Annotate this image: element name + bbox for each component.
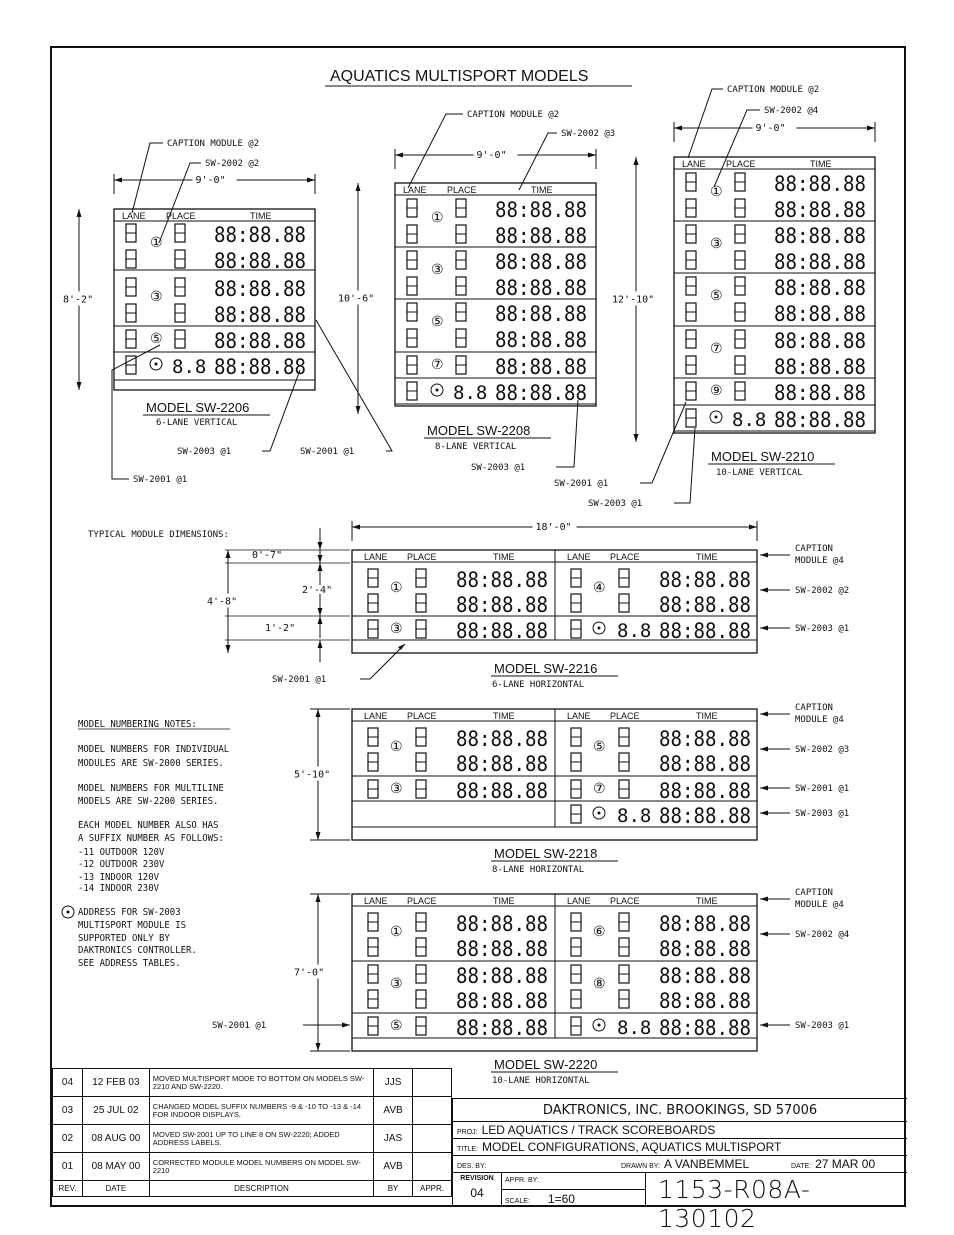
dim-sw2003: 1'-2" xyxy=(265,623,296,634)
revision-by: JJS xyxy=(374,1069,413,1097)
lane-number: ① xyxy=(431,209,444,225)
time-display: 88:88.88 xyxy=(659,804,751,828)
note-line: MULTISPORT MODULE IS xyxy=(78,920,187,931)
lane-number: ③ xyxy=(390,780,403,796)
header-time: TIME xyxy=(810,159,832,169)
time-display: 88:88.88 xyxy=(214,277,306,301)
note-line: MODEL NUMBERS FOR INDIVIDUAL xyxy=(78,744,230,755)
title-label: TITLE: xyxy=(457,1146,479,1153)
header-place: PLACE xyxy=(610,896,640,906)
callout-caption: CAPTION MODULE @2 xyxy=(167,139,260,149)
scale-row xyxy=(501,1190,646,1207)
revision-date: 12 FEB 03 xyxy=(82,1069,149,1097)
lane-number: ⑤ xyxy=(431,313,444,329)
header-lane: LANE xyxy=(364,896,388,906)
scale-label: SCALE: xyxy=(505,1198,530,1205)
time-display: 88:88.88 xyxy=(774,250,866,274)
time-display: 88:88.88 xyxy=(774,198,866,222)
appr-by: APPR. BY: xyxy=(501,1173,646,1190)
callout-module: SW-2003 @1 xyxy=(795,624,850,634)
revision-row xyxy=(53,1097,452,1125)
revision-row xyxy=(53,1125,452,1153)
dimension-horizontal xyxy=(114,172,315,194)
drawn-label: DRAWN BY: xyxy=(621,1163,661,1170)
lane-number: ⑧ xyxy=(593,975,606,991)
time-display: 88:88.88 xyxy=(659,727,751,751)
callout-sw2001: SW-2001 @1 xyxy=(212,1021,267,1031)
note-line: A SUFFIX NUMBER AS FOLLOWS: xyxy=(78,833,224,844)
time-display: 88:88.88 xyxy=(214,329,306,353)
address-display: 8.8 xyxy=(172,356,207,378)
note-line: MODEL NUMBERS FOR MULTILINE xyxy=(78,783,225,794)
rev-header-date: DATE xyxy=(82,1181,149,1197)
model-label-2218: MODEL SW-2218 xyxy=(494,846,598,861)
model-label-2206: MODEL SW-2206 xyxy=(146,400,250,415)
time-display: 88:88.88 xyxy=(214,223,306,247)
header-time: TIME xyxy=(531,185,553,195)
header-lane: LANE xyxy=(567,552,591,562)
dim-label: 10'-6" xyxy=(338,293,375,305)
lane-number: ③ xyxy=(390,975,403,991)
time-display: 88:88.88 xyxy=(456,727,548,751)
time-display: 88:88.88 xyxy=(495,381,587,405)
header-lane: LANE xyxy=(567,711,591,721)
revision-desc: MOVED MULTISPORT MODE TO BOTTOM ON MODELS SW-2210 AND SW-2220. xyxy=(149,1069,373,1097)
header-time: TIME xyxy=(696,896,718,906)
revision-desc: CHANGED MODEL SUFFIX NUMBERS -9 & -10 TO -13 & -14 FOR INDOOR DISPLAYS. xyxy=(149,1097,373,1125)
title-block-main xyxy=(452,1098,907,1233)
dim-label: 12'-10" xyxy=(612,294,655,306)
time-display: 88:88.88 xyxy=(456,568,548,592)
callout-caption-count: MODULE @4 xyxy=(795,715,844,725)
time-display: 88:88.88 xyxy=(495,198,587,222)
note-line: ADDRESS FOR SW-2003 xyxy=(78,907,181,918)
address-display: 8.8 xyxy=(617,620,652,642)
note-line: SUPPORTED ONLY BY xyxy=(78,933,171,944)
revision-row xyxy=(53,1153,452,1181)
revision-by: AVB xyxy=(374,1153,413,1181)
notes-heading: MODEL NUMBERING NOTES: xyxy=(78,719,197,730)
address-symbol-icon xyxy=(62,906,74,918)
typical-label: TYPICAL MODULE DIMENSIONS: xyxy=(88,530,229,540)
header-time: TIME xyxy=(696,552,718,562)
callout-module: SW-2002 @4 xyxy=(795,930,850,940)
callout-module: SW-2002 @3 xyxy=(795,745,850,755)
time-display: 88:88.88 xyxy=(456,619,548,643)
header-place: PLACE xyxy=(726,159,756,169)
dimension-horizontal xyxy=(674,120,875,142)
note-line: MODULES ARE SW-2000 SERIES. xyxy=(78,758,224,769)
model-desc-2210: 10-LANE VERTICAL xyxy=(716,468,803,478)
callout-module: SW-2003 @1 xyxy=(795,1021,850,1031)
horizontal-board-SW-2218 xyxy=(290,703,849,840)
time-display: 88:88.88 xyxy=(774,224,866,248)
lane-number: ⑤ xyxy=(593,738,606,754)
callout-module: SW-2003 @1 xyxy=(795,809,850,819)
time-display: 88:88.88 xyxy=(659,937,751,961)
address-display: 8.8 xyxy=(732,409,767,431)
vertical-board-SW-2210 xyxy=(674,157,875,433)
lane-number: ③ xyxy=(710,235,723,251)
dim-height: 5'-10" xyxy=(294,769,331,781)
note-line: -11 OUTDOOR 120V xyxy=(78,847,165,858)
revision-rev: 03 xyxy=(53,1097,83,1125)
model-desc-2220: 10-LANE HORIZONTAL xyxy=(492,1076,590,1086)
lane-number: ③ xyxy=(390,620,403,636)
model-desc-2218: 8-LANE HORIZONTAL xyxy=(492,865,585,875)
lane-number: ⑦ xyxy=(710,340,723,356)
dimension-vertical xyxy=(610,157,660,442)
lane-number: ① xyxy=(390,738,403,754)
rev-header-by: BY xyxy=(374,1181,413,1197)
lane-number: ① xyxy=(150,234,163,250)
date-label: DATE: xyxy=(791,1163,812,1170)
dimension-horizontal xyxy=(352,519,757,541)
horizontal-boards xyxy=(212,544,849,1051)
dimension-vertical xyxy=(205,550,242,653)
address-icon xyxy=(710,411,722,423)
time-display: 88:88.88 xyxy=(456,593,548,617)
time-display: 88:88.88 xyxy=(456,937,548,961)
title-value: MODEL CONFIGURATIONS, AQUATICS MULTISPORT xyxy=(482,1140,782,1154)
model-label-2220: MODEL SW-2220 xyxy=(494,1057,598,1072)
rev-header-rev: REV. xyxy=(53,1181,83,1197)
model-label-2208: MODEL SW-2208 xyxy=(427,423,531,438)
time-display: 88:88.88 xyxy=(495,276,587,300)
lane-number: ③ xyxy=(431,261,444,277)
model-desc-2216: 6-LANE HORIZONTAL xyxy=(492,680,585,690)
company-name: DAKTRONICS, INC. BROOKINGS, SD 57006 xyxy=(453,1098,907,1121)
note-line: MODELS ARE SW-2200 SERIES. xyxy=(78,796,219,807)
lane-number: ⑥ xyxy=(593,923,606,939)
time-display: 88:88.88 xyxy=(214,303,306,327)
header-place: PLACE xyxy=(407,896,437,906)
time-display: 88:88.88 xyxy=(214,249,306,273)
lane-number: ⑤ xyxy=(150,330,163,346)
revision-rev: 02 xyxy=(53,1125,83,1153)
time-display: 88:88.88 xyxy=(774,355,866,379)
lane-number: ⑨ xyxy=(710,382,723,398)
header-lane: LANE xyxy=(364,552,388,562)
callout-sw2001: SW-2001 @1 xyxy=(272,675,327,685)
revision-by: JAS xyxy=(374,1125,413,1153)
header-time: TIME xyxy=(696,711,718,721)
callout-sw2001-b: SW-2001 @1 xyxy=(133,475,188,485)
date-value: 27 MAR 00 xyxy=(815,1157,876,1171)
callout-sw2002: SW-2002 @3 xyxy=(561,129,616,139)
header-place: PLACE xyxy=(610,711,640,721)
model-numbering-notes xyxy=(78,719,230,969)
callout-module: SW-2002 @2 xyxy=(795,586,850,596)
revision-appr xyxy=(413,1069,452,1097)
proj-label: PROJ: xyxy=(457,1129,478,1136)
time-display: 88:88.88 xyxy=(774,329,866,353)
header-place: PLACE xyxy=(166,211,196,221)
note-line: DAKTRONICS CONTROLLER. xyxy=(78,945,197,956)
rev-header-desc: DESCRIPTION xyxy=(149,1181,373,1197)
time-display: 88:88.88 xyxy=(456,779,548,803)
header-lane: LANE xyxy=(122,211,146,221)
address-icon xyxy=(593,807,605,819)
time-display: 88:88.88 xyxy=(659,752,751,776)
revision-date: 25 JUL 02 xyxy=(82,1097,149,1125)
address-icon xyxy=(431,384,443,396)
time-display: 88:88.88 xyxy=(456,964,548,988)
callout-sw2003: SW-2003 @1 xyxy=(588,499,643,509)
note-line: SEE ADDRESS TABLES. xyxy=(78,958,181,969)
revision-date: 08 MAY 00 xyxy=(82,1153,149,1181)
model-label-2210: MODEL SW-2210 xyxy=(711,449,815,464)
callout-caption: CAPTION xyxy=(795,703,833,713)
time-display: 88:88.88 xyxy=(456,989,548,1013)
time-display: 88:88.88 xyxy=(659,1016,751,1040)
dim-label: 0'-7" xyxy=(252,550,283,561)
revision-row xyxy=(53,1069,452,1097)
model-label-2216: MODEL SW-2216 xyxy=(494,661,598,676)
model-desc-2208: 8-LANE VERTICAL xyxy=(435,442,517,452)
revision-date: 08 AUG 00 xyxy=(82,1125,149,1153)
address-icon xyxy=(593,1019,605,1031)
header-lane: LANE xyxy=(682,159,706,169)
horizontal-board-SW-2220 xyxy=(212,888,849,1051)
callout-caption: CAPTION xyxy=(795,888,833,898)
address-icon xyxy=(150,358,162,370)
header-lane: LANE xyxy=(567,896,591,906)
time-display: 88:88.88 xyxy=(659,912,751,936)
dimension-vertical xyxy=(336,183,379,414)
lane-number: ⑦ xyxy=(593,780,606,796)
address-display: 8.8 xyxy=(617,1017,652,1039)
revision-value: 04 xyxy=(470,1186,484,1200)
revision-desc: MOVED SW-2001 UP TO LINE 8 ON SW-2220; ADDED ADDRESS LABELS. xyxy=(149,1125,373,1153)
vertical-board-SW-2208 xyxy=(395,183,596,406)
dim-label: 8'-2" xyxy=(63,294,94,306)
lane-number: ⑦ xyxy=(431,356,444,372)
time-display: 88:88.88 xyxy=(659,779,751,803)
horizontal-board-SW-2216 xyxy=(352,544,849,653)
callout-caption-count: MODULE @4 xyxy=(795,900,844,910)
time-display: 88:88.88 xyxy=(774,276,866,300)
lane-number: ⑤ xyxy=(710,287,723,303)
model-desc-2206: 6-LANE VERTICAL xyxy=(156,418,238,428)
revision-desc: CORRECTED MODULE MODEL NUMBERS ON MODEL SW-2210 xyxy=(149,1153,373,1181)
header-place: PLACE xyxy=(447,185,477,195)
title-block xyxy=(52,1068,906,1233)
header-place: PLACE xyxy=(407,552,437,562)
callout-sw2003: SW-2003 @1 xyxy=(471,463,526,473)
lane-number: ③ xyxy=(150,288,163,304)
callout-caption: CAPTION MODULE @2 xyxy=(727,85,820,95)
project-row xyxy=(453,1121,907,1138)
callout-sw2002: SW-2002 @4 xyxy=(764,106,819,116)
lane-number: ① xyxy=(390,579,403,595)
dim-label: 9'-0" xyxy=(195,175,226,186)
callout-caption: CAPTION xyxy=(795,544,833,554)
revision-by: AVB xyxy=(374,1097,413,1125)
time-display: 88:88.88 xyxy=(495,224,587,248)
revision-appr xyxy=(413,1153,452,1181)
header-time: TIME xyxy=(493,896,515,906)
address-display: 8.8 xyxy=(453,382,488,404)
number-row xyxy=(453,1172,907,1233)
page-title: AQUATICS MULTISPORT MODELS xyxy=(330,68,589,85)
address-display: 8.8 xyxy=(617,805,652,827)
revision-rev: 04 xyxy=(53,1069,83,1097)
drawing-number: 1153-R08A-130102 xyxy=(658,1175,811,1233)
time-display: 88:88.88 xyxy=(659,989,751,1013)
callout-sw2001: SW-2001 @1 xyxy=(300,447,355,457)
lane-number: ④ xyxy=(593,579,606,595)
proj-value: LED AQUATICS / TRACK SCOREBOARDS xyxy=(481,1123,716,1137)
revision-rev: 01 xyxy=(53,1153,83,1181)
title-row xyxy=(453,1138,907,1155)
time-display: 88:88.88 xyxy=(495,250,587,274)
vertical-boards xyxy=(114,157,875,433)
revision-appr xyxy=(413,1097,452,1125)
dimension-vertical xyxy=(61,209,98,390)
header-place: PLACE xyxy=(407,711,437,721)
header-time: TIME xyxy=(250,211,272,221)
header-time: TIME xyxy=(493,711,515,721)
callout-module: SW-2001 @1 xyxy=(795,784,850,794)
time-display: 88:88.88 xyxy=(495,355,587,379)
dimension-horizontal xyxy=(395,147,596,169)
callout-sw2002: SW-2002 @2 xyxy=(205,159,260,169)
lane-number: ① xyxy=(710,183,723,199)
drawn-row xyxy=(453,1155,907,1172)
time-display: 88:88.88 xyxy=(495,328,587,352)
header-time: TIME xyxy=(493,552,515,562)
time-display: 88:88.88 xyxy=(774,172,866,196)
des-label: DES. BY: xyxy=(457,1163,487,1170)
time-display: 88:88.88 xyxy=(495,302,587,326)
callout-sw2003: SW-2003 @1 xyxy=(177,447,232,457)
time-display: 88:88.88 xyxy=(456,1016,548,1040)
time-display: 88:88.88 xyxy=(214,355,306,379)
time-display: 88:88.88 xyxy=(659,568,751,592)
address-icon xyxy=(593,622,605,634)
callout-caption: CAPTION MODULE @2 xyxy=(467,110,560,120)
revision-appr xyxy=(413,1125,452,1153)
note-line: -13 INDOOR 120V xyxy=(78,872,160,883)
header-place: PLACE xyxy=(610,552,640,562)
time-display: 88:88.88 xyxy=(774,381,866,405)
revision-table xyxy=(52,1068,452,1197)
vertical-board-SW-2206 xyxy=(114,209,315,390)
rev-header-appr: APPR. xyxy=(413,1181,452,1197)
header-lane: LANE xyxy=(403,185,427,195)
drawn-value: A VANBEMMEL xyxy=(664,1157,750,1171)
note-line: EACH MODEL NUMBER ALSO HAS xyxy=(78,820,219,831)
time-display: 88:88.88 xyxy=(659,593,751,617)
dim-label: 18'-0" xyxy=(535,522,572,533)
revision-label: REVISION xyxy=(460,1175,494,1182)
time-display: 88:88.88 xyxy=(456,912,548,936)
note-line: -14 INDOOR 230V xyxy=(78,883,160,894)
time-display: 88:88.88 xyxy=(659,619,751,643)
lane-number: ⑤ xyxy=(390,1017,403,1033)
note-line: -12 OUTDOOR 230V xyxy=(78,859,165,870)
scale-value: 1=60 xyxy=(547,1192,575,1206)
dim-label: 9'-0" xyxy=(476,150,507,161)
callout-sw2001: SW-2001 @1 xyxy=(554,479,609,489)
time-display: 88:88.88 xyxy=(774,408,866,432)
lane-number: ① xyxy=(390,923,403,939)
header-lane: LANE xyxy=(364,711,388,721)
dim-height: 7'-0" xyxy=(294,967,325,979)
time-display: 88:88.88 xyxy=(774,302,866,326)
dim-sw2002: 2'-4" xyxy=(302,585,333,596)
dim-label: 4'-8" xyxy=(207,596,238,608)
callout-caption-count: MODULE @4 xyxy=(795,556,844,566)
time-display: 88:88.88 xyxy=(659,964,751,988)
time-display: 88:88.88 xyxy=(456,752,548,776)
dim-label: 9'-0" xyxy=(755,123,786,134)
